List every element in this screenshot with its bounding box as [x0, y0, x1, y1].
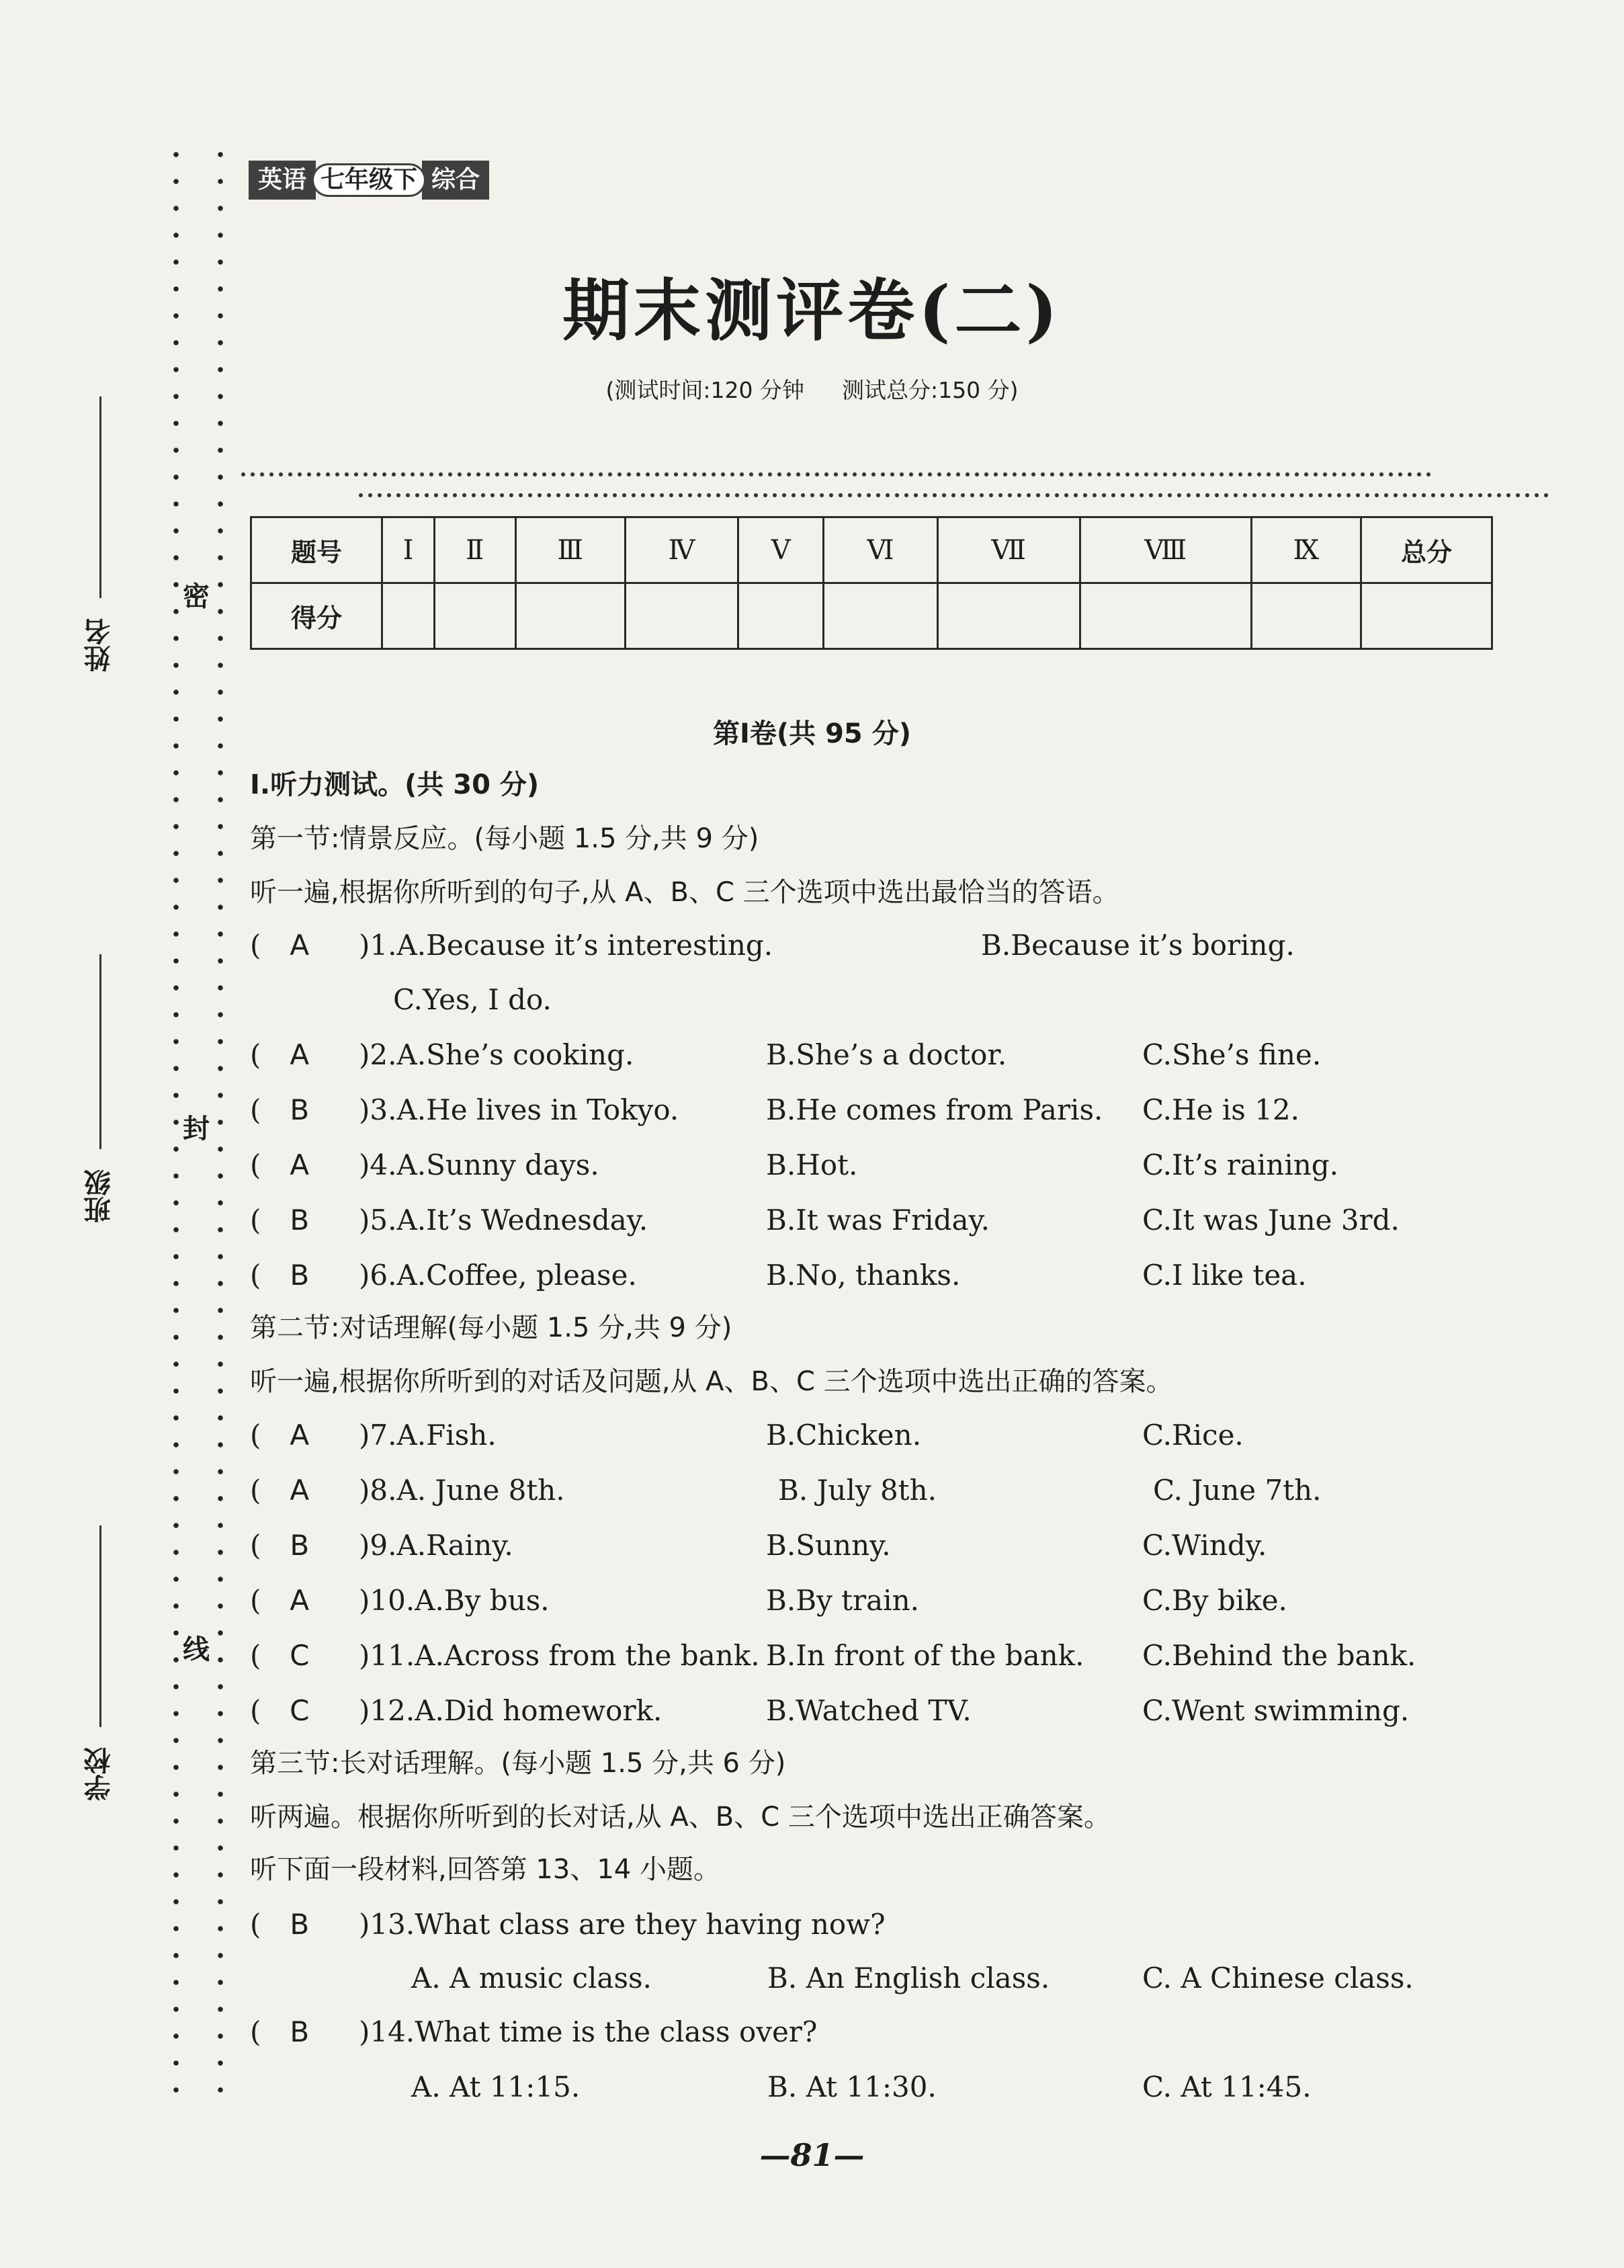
sub1-instructions: 听一遍,根据你所听到的句子,从 A、B、C 三个选项中选出最恰当的答语。: [250, 877, 1119, 908]
score-cell[interactable]: [824, 583, 937, 649]
option-c: C.Yes, I do.: [393, 983, 552, 1016]
sub1-heading: 第一节:情景反应。(每小题 1.5 分,共 9 分): [250, 823, 759, 854]
badge-type: 综合: [422, 161, 489, 200]
sub3-heading: 第三节:长对话理解。(每小题 1.5 分,共 6 分): [250, 1748, 786, 1779]
page-number: —81—: [759, 2137, 865, 2173]
class-line: [99, 954, 101, 1149]
option-c: C.By bike.: [1142, 1584, 1287, 1617]
option-b: B.By train.: [766, 1584, 919, 1617]
question-number: )4.: [359, 1148, 397, 1181]
option-b: B.Watched TV.: [766, 1694, 972, 1727]
option-b: B.She’s a doctor.: [766, 1038, 1007, 1071]
question-number: )10.: [359, 1584, 415, 1617]
question-10: ( A )10.A.By bus.: [250, 1584, 550, 1617]
seal-feng: 封: [183, 1113, 210, 1144]
option-b: B.It was Friday.: [766, 1204, 990, 1236]
section-heading: Ⅰ.听力测试。(共 30 分): [250, 769, 540, 800]
col-5: Ⅴ: [738, 517, 824, 583]
option-c: C. June 7th.: [1153, 1474, 1322, 1507]
question-14: ( B )14.What time is the class over?: [250, 2015, 818, 2048]
answer-letter: B: [290, 1259, 310, 1292]
subject-badge: [249, 160, 489, 200]
option-c: C.Rice.: [1142, 1419, 1244, 1452]
question-2: ( A )2.A.She’s cooking.: [250, 1038, 634, 1071]
option-a: A.It’s Wednesday.: [396, 1204, 648, 1236]
question-1: ( A )1.A.Because it’s interesting.: [250, 929, 773, 962]
question-number: )3.: [359, 1093, 397, 1126]
question-number: )12.: [359, 1694, 415, 1727]
question-8: ( A )8.A. June 8th.: [250, 1474, 565, 1507]
answer-letter: C: [290, 1694, 310, 1727]
score-cell[interactable]: [382, 583, 435, 649]
score-cell[interactable]: [515, 583, 625, 649]
badge-grade: 七年级下: [312, 163, 426, 197]
sub3-material: 听下面一段材料,回答第 13、14 小题。: [250, 1854, 720, 1885]
question-number: )8.: [359, 1474, 397, 1507]
option-b: B.Chicken.: [766, 1419, 922, 1452]
question-stem: What class are they having now?: [415, 1908, 886, 1941]
score-label: 得分: [251, 583, 382, 649]
part-title: 第Ⅰ卷(共 95 分): [713, 718, 911, 749]
option-c: C. A Chinese class.: [1142, 1962, 1414, 1994]
question-13: ( B )13.What class are they having now?: [250, 1908, 886, 1941]
option-b: B.Because it’s boring.: [981, 929, 1295, 962]
option-c: C.Went swimming.: [1142, 1694, 1410, 1727]
option-a: A.Did homework.: [415, 1694, 663, 1727]
option-a: A. At 11:15.: [411, 2070, 581, 2103]
option-a: A.Sunny days.: [396, 1148, 599, 1181]
question-11: ( C )11.A.Across from the bank.: [250, 1639, 760, 1672]
page-title: 期末测评卷(二): [562, 271, 1062, 350]
sub2-instructions: 听一遍,根据你所听到的对话及问题,从 A、B、C 三个选项中选出正确的答案。: [250, 1366, 1173, 1397]
option-c: C.Behind the bank.: [1142, 1639, 1416, 1672]
badge-subject: 英语: [249, 161, 316, 200]
option-c: C.Windy.: [1142, 1529, 1267, 1562]
binding-dots-left: [173, 141, 179, 2103]
score-table-score-row: [251, 583, 1492, 649]
seal-mi: 密: [183, 581, 210, 612]
dotted-separator-2: [356, 493, 1552, 498]
answer-letter: B: [290, 1908, 310, 1941]
name-line: [99, 396, 101, 598]
option-c: C.She’s fine.: [1142, 1038, 1322, 1071]
option-a: A.Rainy.: [396, 1529, 513, 1562]
question-7: ( A )7.A.Fish.: [250, 1419, 497, 1452]
answer-letter: A: [290, 1584, 310, 1617]
score-table: [250, 516, 1493, 650]
option-a: A.Coffee, please.: [396, 1259, 637, 1292]
question-5: ( B )5.A.It’s Wednesday.: [250, 1204, 648, 1236]
question-number: )11.: [359, 1639, 415, 1672]
sub3-instructions: 听两遍。根据你所听到的长对话,从 A、B、C 三个选项中选出正确答案。: [250, 1802, 1111, 1833]
question-number: )6.: [359, 1259, 397, 1292]
option-c: C.It’s raining.: [1142, 1148, 1339, 1181]
answer-letter: A: [290, 929, 310, 962]
col-7: Ⅶ: [937, 517, 1080, 583]
name-label: 姓名: [83, 618, 115, 672]
option-a: A.Across from the bank.: [415, 1639, 760, 1672]
score-cell[interactable]: [738, 583, 824, 649]
option-b: B. July 8th.: [778, 1474, 937, 1507]
option-b: B.In front of the bank.: [766, 1639, 1084, 1672]
score-cell[interactable]: [625, 583, 738, 649]
total-label: 总分: [1361, 517, 1492, 583]
col-9: Ⅸ: [1251, 517, 1361, 583]
question-number: )5.: [359, 1204, 397, 1236]
col-4: Ⅳ: [625, 517, 738, 583]
option-c: C.I like tea.: [1142, 1259, 1307, 1292]
col-6: Ⅵ: [824, 517, 937, 583]
option-a: A.She’s cooking.: [396, 1038, 634, 1071]
option-a: A.By bus.: [415, 1584, 550, 1617]
answer-letter: A: [290, 1148, 310, 1181]
col-2: Ⅱ: [434, 517, 515, 583]
question-12: ( C )12.A.Did homework.: [250, 1694, 663, 1727]
answer-letter: B: [290, 1204, 310, 1236]
test-time: (测试时间:120 分钟: [605, 377, 804, 403]
col-8: Ⅷ: [1080, 517, 1251, 583]
school-label: 学校: [83, 1747, 115, 1801]
option-b: B.No, thanks.: [766, 1259, 961, 1292]
answer-letter: A: [290, 1474, 310, 1507]
question-number: )7.: [359, 1419, 397, 1452]
answer-letter: C: [290, 1639, 310, 1672]
answer-letter: A: [290, 1419, 310, 1452]
test-info: [0, 373, 1624, 405]
option-b: B. At 11:30.: [767, 2070, 937, 2103]
question-number: )13.: [359, 1908, 415, 1941]
col-3: Ⅲ: [515, 517, 625, 583]
score-cell[interactable]: [1080, 583, 1251, 649]
option-a: A. June 8th.: [396, 1474, 565, 1507]
question-number: )1.: [359, 929, 397, 962]
col-1: Ⅰ: [382, 517, 435, 583]
answer-letter: B: [290, 2015, 310, 2048]
score-cell[interactable]: [1361, 583, 1492, 649]
seal-xian: 线: [183, 1634, 210, 1665]
option-a: A. A music class.: [411, 1962, 652, 1994]
question-3: ( B )3.A.He lives in Tokyo.: [250, 1093, 679, 1126]
option-b: B.Hot.: [766, 1148, 858, 1181]
option-b: B. An English class.: [767, 1962, 1050, 1994]
question-stem: What time is the class over?: [415, 2015, 818, 2048]
question-4: ( A )4.A.Sunny days.: [250, 1148, 599, 1181]
answer-letter: B: [290, 1093, 310, 1126]
score-cell[interactable]: [937, 583, 1080, 649]
question-number: )14.: [359, 2015, 415, 2048]
school-line: [99, 1525, 101, 1727]
test-score: 测试总分:150 分): [842, 377, 1019, 403]
option-a: A.He lives in Tokyo.: [396, 1093, 679, 1126]
answer-letter: B: [290, 1529, 310, 1562]
class-label: 班级: [83, 1169, 115, 1223]
sub2-heading: 第二节:对话理解(每小题 1.5 分,共 9 分): [250, 1312, 732, 1343]
score-cell[interactable]: [1251, 583, 1361, 649]
answer-letter: A: [290, 1038, 310, 1071]
score-cell[interactable]: [434, 583, 515, 649]
option-c: C. At 11:45.: [1142, 2070, 1312, 2103]
binding-dots-right: [218, 141, 223, 2103]
option-b: B.Sunny.: [766, 1529, 891, 1562]
option-a: A.Because it’s interesting.: [396, 929, 773, 962]
question-6: ( B )6.A.Coffee, please.: [250, 1259, 637, 1292]
score-table-header-row: [251, 517, 1492, 583]
dotted-separator: [239, 472, 1435, 477]
option-a: A.Fish.: [396, 1419, 497, 1452]
question-number: )9.: [359, 1529, 397, 1562]
option-b: B.He comes from Paris.: [766, 1093, 1103, 1126]
option-c: C.It was June 3rd.: [1142, 1204, 1400, 1236]
option-c: C.He is 12.: [1142, 1093, 1299, 1126]
question-number: )2.: [359, 1038, 397, 1071]
question-number-label: 题号: [251, 517, 382, 583]
question-9: ( B )9.A.Rainy.: [250, 1529, 513, 1562]
